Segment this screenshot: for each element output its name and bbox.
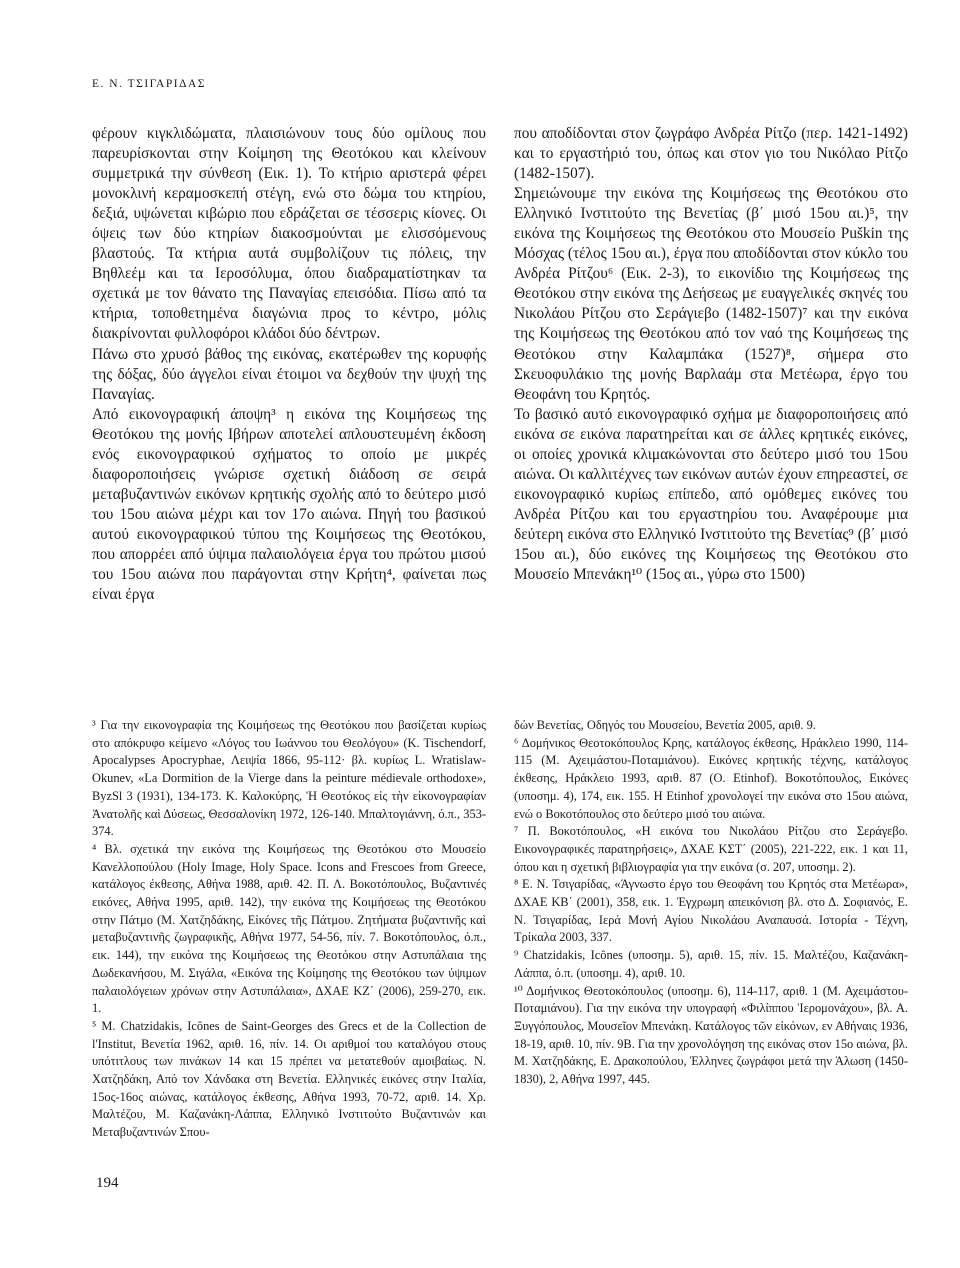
footnote: ⁹ Chatzidakis, Icônes (υποσημ. 5), αριθ. 15, πίν. 15. Μαλτέζου, Καζανάκη-Λάππα, ό.π. (υποσημ. 4), αριθ. 10. — [514, 948, 908, 980]
page-number: 194 — [96, 1175, 119, 1191]
body-paragraph: Πάνω στο χρυσό βάθος της εικόνας, εκατέρωθεν της κορυφής της δόξας, δύο άγγελοι είναι έτοιμοι να δεχθούν την ψυχή της Παναγίας. — [92, 345, 486, 403]
footnote: ⁸ Ε. Ν. Τσιγαρίδας, «Άγνωστο έργο του Θεοφάνη του Κρητός στα Μετέωρα», ΔΧΑΕ ΚΒ΄ (2001), 358, εικ. 1. Έγχρωμη απεικόνιση βλ. στο Δ. Σοφιανός, Ε. Ν. Τσιγαρίδας, Ιερά Μονή Αγίου Νικολάου Αναπαυσά. Ιστορία - Τέχνη, Τρίκαλα 2003, 337. — [514, 877, 908, 945]
body-paragraph: Το βασικό αυτό εικονογραφικό σχήμα με διαφοροποιήσεις από εικόνα σε εικόνα παρατηρείται και σε άλλες κρητικές εικόνες, οι οποίες χρονικά κλιμακώνονται στο δεύτερο μισό του 15ου αιώνα. Οι καλλιτέχνες των εικόνων αυτών έχουν επηρεαστεί, σε εικονογραφικό κυρίως επίπεδο, από ομόθεμες εικόνες του Ανδρέα Ρίτζου και του εργαστηρίου του. Αναφέρουμε μια δεύτερη εικόνα στο Ελληνικό Ινστιτούτο της Βενετίας⁹ (β΄ μισό 15ου αι.), δύο εικόνες της Κοιμήσεως της Θεοτόκου στο Μουσείο Μπενάκη¹⁰ (15ος αι., γύρω στο 1500) — [514, 405, 908, 584]
footnotes-right — [514, 717, 908, 1089]
body-paragraph: που αποδίδονται στον ζωγράφο Ανδρέα Ρίτζο (περ. 1421-1492) και το εργαστήριό του, όπως και στον γιο του Νικόλαο Ρίτζο (1482-1507). — [514, 125, 908, 183]
body-paragraph: φέρουν κιγκλιδώματα, πλαισιώνουν τους δύο ομίλους που παρευρίσκονται στην Κοίμηση της Θεοτόκου και κλείνουν συμμετρικά την σύνθεση (Εικ. 1). Το κτήριο αριστερά φέρει μονοκλινή κεραμοσκεπή στέγη, ενώ στο δώμα του κτηρίου, δεξιά, υψώνεται κιβώριο που εδράζεται σε τέσσερις κίονες. Οι όψεις των δύο κτηρίων διακοσμούνται με ελισσόμενους βλαστούς. Τα κτήρια αυτά συμβολίζουν τις πόλεις, την Βηθλεέμ και τα Ιεροσόλυμα, όπου διαδραματίστηκαν τα σχετικά με τον θάνατο της Παναγίας επεισόδια. Πίσω από τα κτήρια, τοποθετημένα διαγώνια προς το κέντρο, μόλις διακρίνονται φυλλοφόροι κλάδοι δύο δέντρων. — [92, 125, 486, 343]
footnote: ¹⁰ Δομήνικος Θεοτοκόπουλος (υποσημ. 6), 114-117, αριθ. 1 (Μ. Αχειμάστου-Ποταμιάνου). Για την εικόνα την υπογραφή «Φιλίππου Ἱερομονάχου», βλ. Α. Ξυγγόπουλος, Μουσεῖον Μπενάκη. Κατάλογος τῶν εἰκόνων, εν Αθήναις 1936, 18-19, αριθ. 10, πίν. 9Β. Για την χρονολόγηση της εικόνας στον 15ο αιώνα, βλ. Μ. Χατζηδάκης, Ε. Δρακοπούλου, Έλληνες ζωγράφοι μετά την Άλωση (1450-1830), 2, Αθήνα 1997, 445. — [514, 983, 908, 1087]
footnote: ⁷ Π. Βοκοτόπουλος, «Η εικόνα του Νικολάου Ρίτζου στο Σεράγεβο. Εικονογραφικές παρατηρήσεις», ΔΧΑΕ ΚΣΤ΄ (2005), 221-222, εικ. 1 και 11, όπου και η σχετική βιβλιογραφία για την εικόνα (σ. 207, υποσημ. 2). — [514, 824, 908, 874]
footnote: ⁴ Βλ. σχετικά την εικόνα της Κοιμήσεως της Θεοτόκου στο Μουσείο Κανελλοπούλου (Holy Image, Holy Space. Icons and Frescoes from Greece, κατάλογος έκθεσης, Αθήνα 1988, αριθ. 42. Π. Λ. Βοκοτόπουλος, Βυζαντινές εικόνες, Αθήνα 1995, αριθ. 142), την εικόνα της Κοιμήσεως της Θεοτόκου στην Πάτμο (Μ. Χατζηδάκης, Εἰκόνες τῆς Πάτμου. Ζητήματα βυζαντινῆς καὶ μεταβυζαντινῆς ζωγραφικῆς, Αθήνα 1977, 54-56, πίν. 7. Βοκοτόπουλος, ό.π., εικ. 144), την εικόνα της Κοιμήσεως της Θεοτόκου στην Αστυπάλαια της Δωδεκανήσου, Μ. Σιγάλα, «Εικόνα της Κοίμησης της Θεοτόκου των ύψιμων παλαιολόγειων χρόνων στην Αστυπάλαια», ΔΧΑΕ ΚΖ΄ (2006), 259-270, εικ. 1. — [92, 841, 486, 1016]
footnote: ⁵ M. Chatzidakis, Icônes de Saint-Georges des Grecs et de la Collection de l'Institut, Βενετία 1962, αριθ. 16, πίν. 14. Οι αριθμοί του καταλόγου στους υπότιτλους των πινάκων 14 και 15 πρέπει να μετατεθούν αμοιβαίως. Ν. Χατζηδάκη, Από τον Χάνδακα στη Βενετία. Ελληνικές εικόνες στην Ιταλία, 15ος-16ος αιώνας, κατάλογος έκθεσης, Αθήνα 1993, 70-72, αριθ. 14. Χρ. Μαλτέζου, Μ. Καζανάκη-Λάππα, Ελληνικό Ινστιτούτο Βυζαντινών και Μεταβυζαντινών Σπου- — [92, 1018, 486, 1140]
body-paragraph: Σημειώνουμε την εικόνα της Κοιμήσεως της Θεοτόκου στο Ελληνικό Ινστιτούτο της Βενετίας (β΄ μισό 15ου αι.)⁵, την εικόνα της Κοιμήσεως της Θεοτόκου στο Μουσείο Puškin της Μόσχας (τέλος 15ου αι.), έργα που αποδίδονται στον κύκλο του Ανδρέα Ρίτζου⁶ (Εικ. 2-3), το εικονίδιο της Κοιμήσεως της Θεοτόκου στην εικόνα της Δεήσεως με ευαγγελικές σκηνές του Νικολάου Ρίτζου στο Σεράγιεβο (1482-1507)⁷ και την εικόνα της Κοιμήσεως της Θεοτόκου από τον ναό της Κοιμήσεως της Θεοτόκου στην Καλαμπάκα (1527)⁸, σήμερα στο Σκευοφυλάκιο της μονής Βαρλαάμ στα Μετέωρα, έργο του Θεοφάνη του Κρητός. — [514, 185, 908, 403]
footnote: ³ Για την εικονογραφία της Κοιμήσεως της Θεοτόκου που βασίζεται κυρίως στο απόκρυφο κείμενο «Λόγος του Ιωάννου του Θεολόγου» (K. Tischendorf, Apocalypses Apocryphae, Λειψία 1866, 95-112· βλ. κυρίως L. Wratislaw-Okunev, «La Dormition de la Vierge dans la peinture médievale orthodoxe», ByzSl 3 (1931), 134-173. Κ. Καλοκύρης, Ἡ Θεοτόκος εἰς τὴν εἰκονογραφίαν Ἀνατολῆς καὶ Δύσεως, Θεσσαλονίκη 1972, 126-140. Μπαλτογιάννη, ό.π., 353-374. — [92, 718, 486, 839]
body-column-left — [92, 124, 486, 605]
footnote: δών Βενετίας, Οδηγός του Μουσείου, Βενετία 2005, αριθ. 9. — [514, 718, 816, 732]
footnote: ⁶ Δομήνικος Θεοτοκόπουλος Κρης, κατάλογος έκθεσης, Ηράκλειο 1990, 114-115 (Μ. Αχειμάστου-Ποταμιάνου). Εικόνες κρητικής τέχνης, κατάλογος έκθεσης, Ηράκλειο 1993, αριθ. 87 (O. Etinhof). Βοκοτόπουλος, Εικόνες (υποσημ. 4), 174, εικ. 155. Η Etinhof χρονολογεί την εικόνα στο 15ου αιώνα, ενώ ο Βοκοτόπουλος στο δεύτερο μισό του αιώνα. — [514, 735, 908, 821]
running-head: Ε. Ν. ΤΣΙΓΑΡΙΔΑΣ — [92, 78, 206, 90]
body-paragraph: Από εικονογραφική άποψη³ η εικόνα της Κοιμήσεως της Θεοτόκου της μονής Ιβήρων αποτελεί απλουστευμένη έκδοση ενός εικονογραφικού σχήματος το οποίο με μικρές διαφοροποιήσεις γνώρισε σχετική διάδοση σε σειρά μεταβυζαντινών εικόνων κρητικής σχολής από το δεύτερο μισό του 15ου αιώνα μέχρι και τον 17ο αιώνα. Πηγή του βασικού αυτού εικονογραφικού τύπου της Κοιμήσεως της Θεοτόκου, που απορρέει από ύψιμα παλαιολόγεια έργα του πρώτου μισού του 15ου αιώνα που παράγονται στην Κρήτη⁴, φαίνεται πως είναι έργα — [92, 405, 486, 604]
body-column-right — [514, 124, 908, 585]
footnotes-left — [92, 717, 486, 1142]
